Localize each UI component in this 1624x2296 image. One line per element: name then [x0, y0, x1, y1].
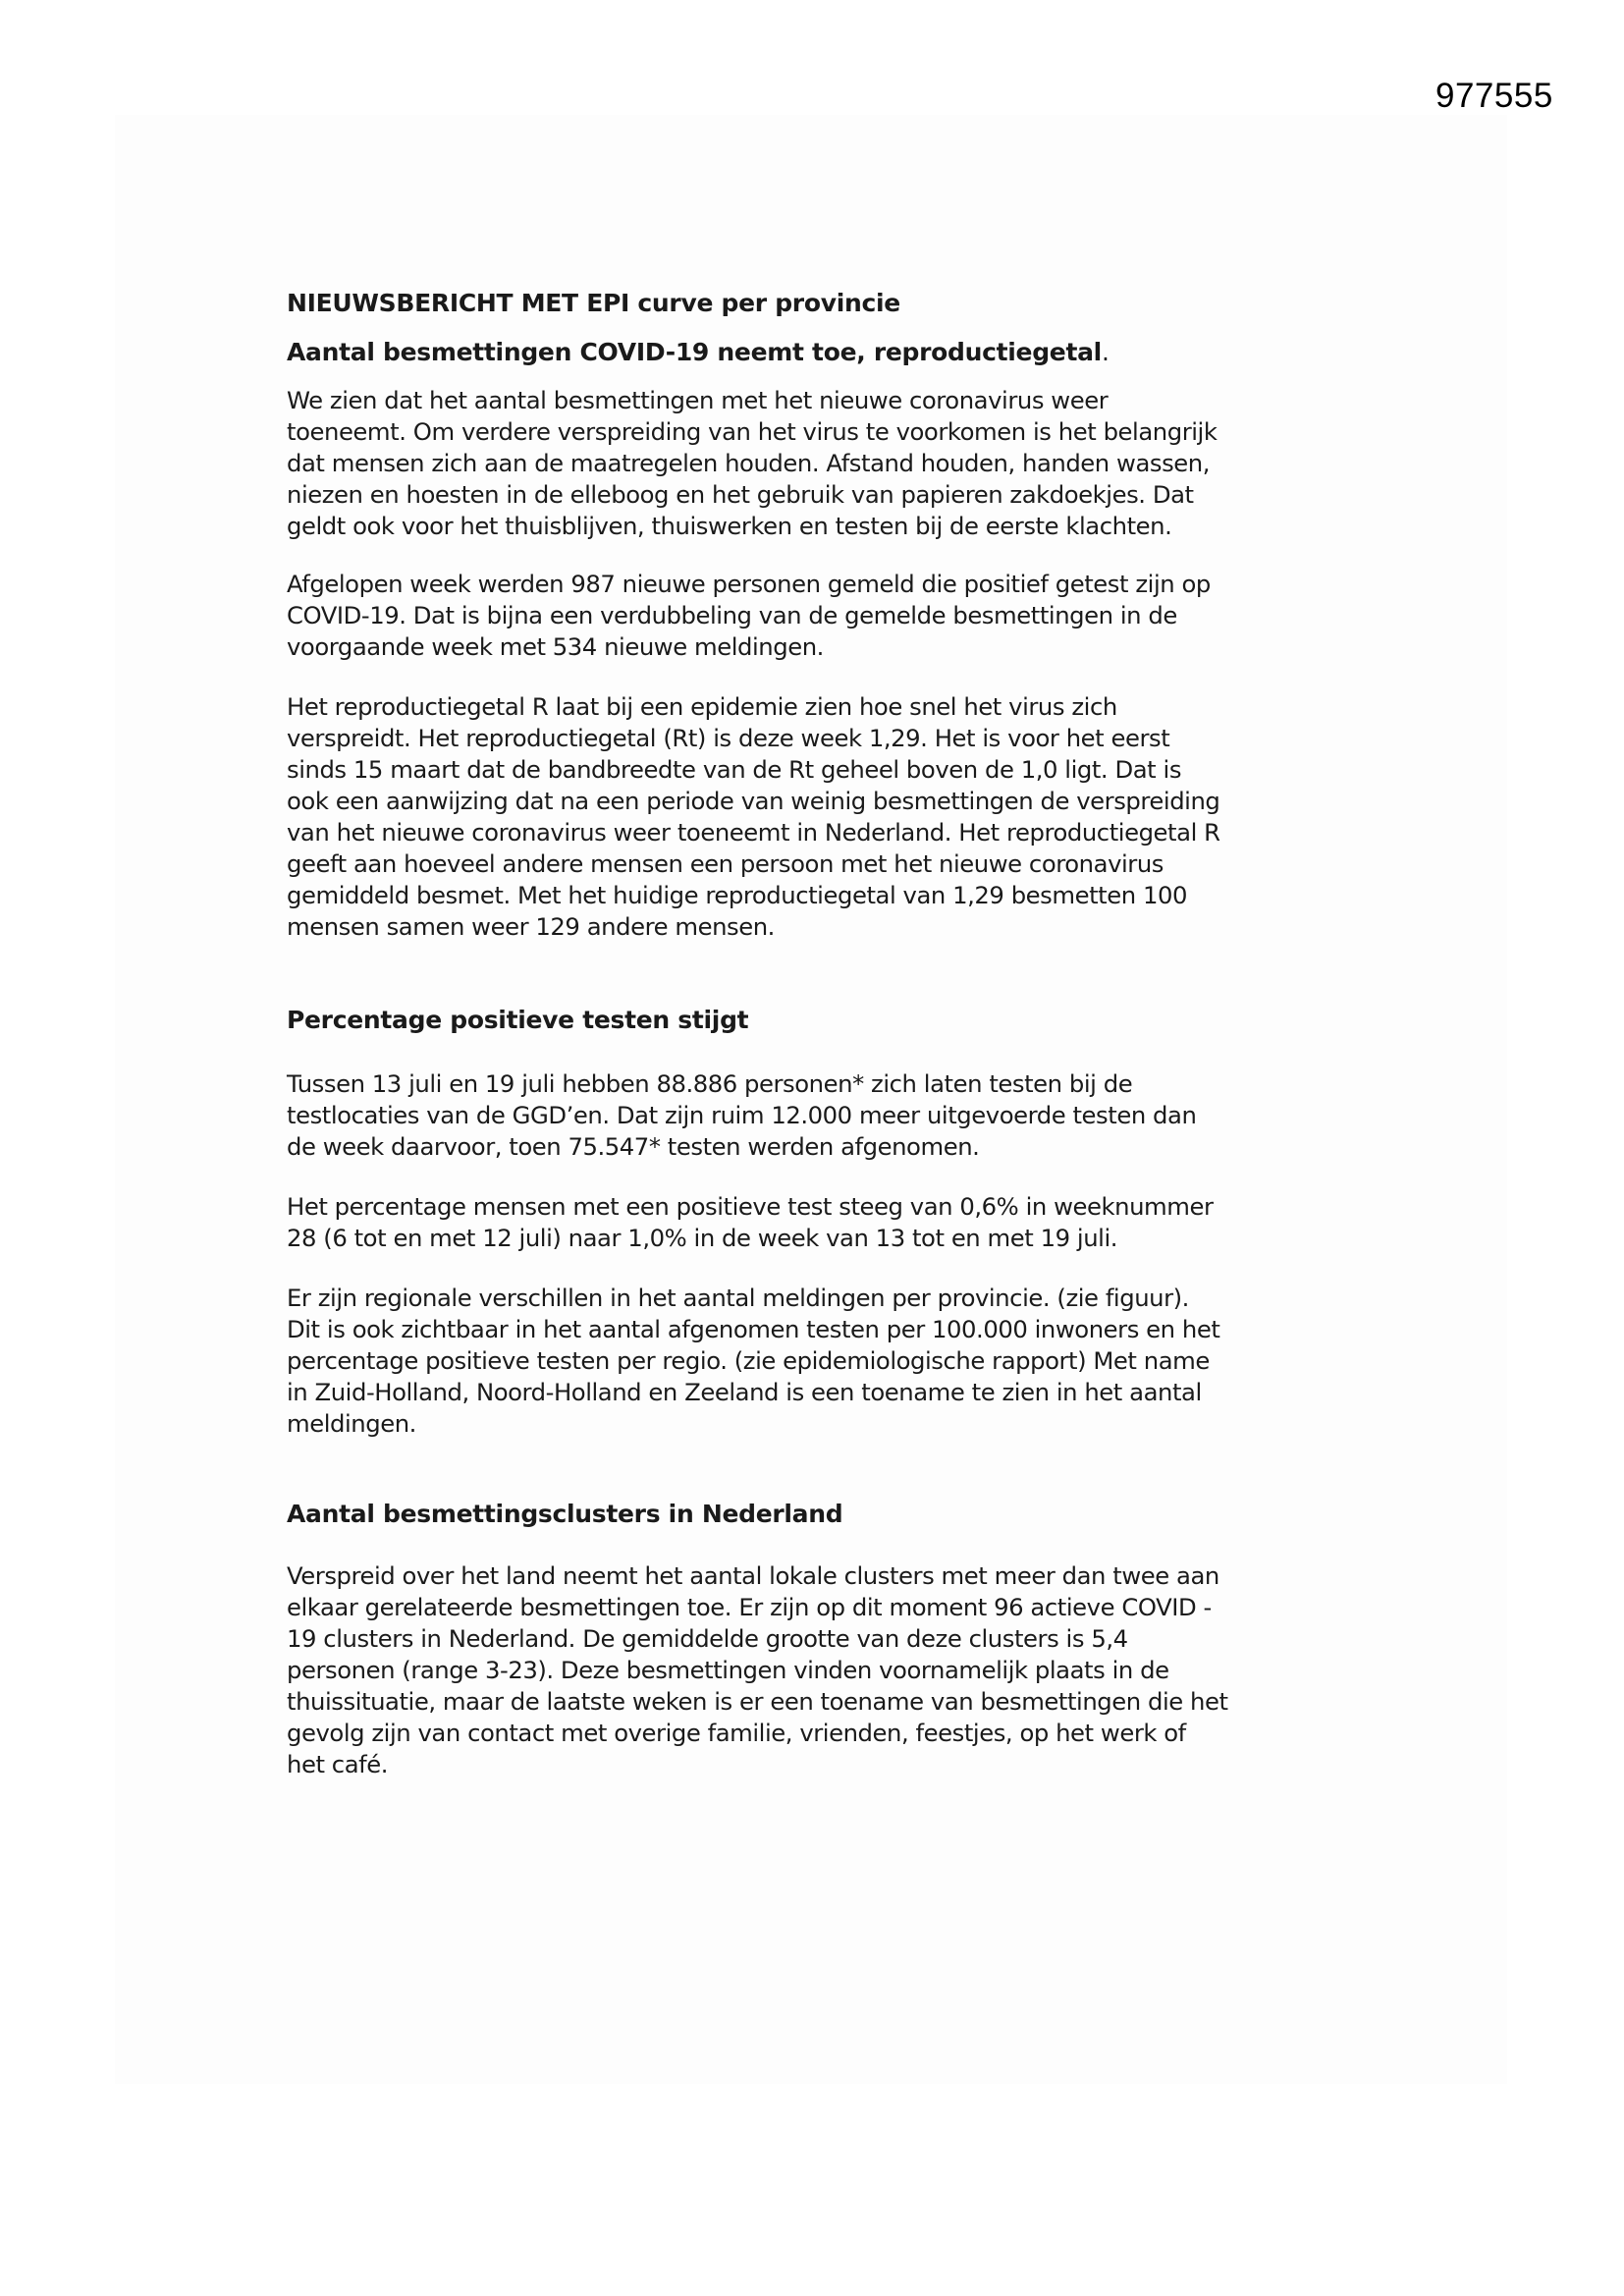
text-line: geeft aan hoeveel andere mensen een persoon met het nieuwe coronavirus: [287, 849, 1164, 878]
text-line: personen (range 3-23). Deze besmettingen vinden voornamelijk plaats in de: [287, 1656, 1169, 1684]
section-1-paragraph-2: [287, 1191, 1357, 1254]
document-subtitle: [287, 336, 1357, 369]
subtitle-text: Aantal besmettingen COVID-19 neemt toe, reproductiegetal: [287, 338, 1102, 366]
text-line: verspreidt. Het reproductiegetal (Rt) is deze week 1,29. Het is voor het eerst: [287, 724, 1170, 752]
text-line: Tussen 13 juli en 19 juli hebben 88.886 personen* zich laten testen bij de: [287, 1069, 1133, 1098]
text-line: thuissituatie, maar de laatste weken is er een toename van besmettingen die het: [287, 1687, 1228, 1716]
text-line: Verspreid over het land neemt het aantal lokale clusters met meer dan twee aan: [287, 1561, 1219, 1590]
document-title: NIEUWSBERICHT MET EPI curve per provincie: [287, 289, 900, 317]
section-heading: Aantal besmettingsclusters in Nederland: [287, 1500, 843, 1528]
intro-paragraph-1: [287, 385, 1357, 542]
text-line: dat mensen zich aan de maatregelen houden. Afstand houden, handen wassen,: [287, 449, 1211, 477]
text-line: percentage positieve testen per regio. (zie epidemiologische rapport) Met name: [287, 1346, 1210, 1375]
text-line: meldingen.: [287, 1409, 416, 1438]
intro-paragraph-2: [287, 569, 1357, 663]
text-line: COVID-19. Dat is bijna een verdubbeling van de gemelde besmettingen in de: [287, 601, 1177, 629]
text-line: mensen samen weer 129 andere mensen.: [287, 912, 775, 941]
text-line: in Zuid-Holland, Noord-Holland en Zeeland is een toename te zien in het aantal: [287, 1378, 1202, 1406]
text-line: niezen en hoesten in de elleboog en het gebruik van papieren zakdoekjes. Dat: [287, 480, 1194, 509]
text-line: de week daarvoor, toen 75.547* testen werden afgenomen.: [287, 1132, 980, 1161]
text-line: elkaar gerelateerde besmettingen toe. Er zijn op dit moment 96 actieve COVID -: [287, 1593, 1212, 1621]
text-line: Het reproductiegetal R laat bij een epidemie zien hoe snel het virus zich: [287, 692, 1117, 721]
text-line: Er zijn regionale verschillen in het aantal meldingen per provincie. (zie figuur).: [287, 1284, 1189, 1312]
document-id: 977555: [1435, 77, 1553, 115]
subtitle-period: .: [1101, 338, 1110, 366]
text-line: gemiddeld besmet. Met het huidige reproductiegetal van 1,29 besmetten 100: [287, 881, 1187, 909]
text-line: We zien dat het aantal besmettingen met het nieuwe coronavirus weer: [287, 386, 1109, 414]
section-heading: Percentage positieve testen stijgt: [287, 1006, 749, 1034]
text-line: het café.: [287, 1750, 389, 1778]
text-line: sinds 15 maart dat de bandbreedte van de Rt geheel boven de 1,0 ligt. Dat is: [287, 755, 1182, 784]
text-line: 28 (6 tot en met 12 juli) naar 1,0% in de week van 13 tot en met 19 juli.: [287, 1224, 1118, 1252]
text-line: Dit is ook zichtbaar in het aantal afgenomen testen per 100.000 inwoners en het: [287, 1315, 1220, 1343]
text-line: voorgaande week met 534 nieuwe meldingen.: [287, 632, 824, 661]
text-line: testlocaties van de GGD’en. Dat zijn ruim 12.000 meer uitgevoerde testen dan: [287, 1101, 1197, 1129]
text-line: geldt ook voor het thuisblijven, thuiswerken en testen bij de eerste klachten.: [287, 512, 1172, 540]
section-clusters: [287, 1498, 1357, 1531]
text-line: van het nieuwe coronavirus weer toeneemt in Nederland. Het reproductiegetal R: [287, 818, 1220, 847]
document-header: [287, 287, 1357, 369]
text-line: 19 clusters in Nederland. De gemiddelde grootte van deze clusters is 5,4: [287, 1624, 1128, 1653]
text-line: Het percentage mensen met een positieve test steeg van 0,6% in weeknummer: [287, 1192, 1214, 1221]
intro-paragraph-3: [287, 691, 1357, 943]
text-line: gevolg zijn van contact met overige familie, vrienden, feestjes, op het werk of: [287, 1719, 1186, 1747]
section-percentage-positive: [287, 1004, 1357, 1037]
section-2-paragraph-1: [287, 1560, 1357, 1780]
text-line: ook een aanwijzing dat na een periode van weinig besmettingen de verspreiding: [287, 787, 1220, 815]
text-line: Afgelopen week werden 987 nieuwe personen gemeld die positief getest zijn op: [287, 570, 1211, 598]
section-1-paragraph-1: [287, 1068, 1357, 1163]
text-line: toeneemt. Om verdere verspreiding van het virus te voorkomen is het belangrijk: [287, 417, 1218, 446]
section-1-paragraph-3: [287, 1283, 1357, 1440]
